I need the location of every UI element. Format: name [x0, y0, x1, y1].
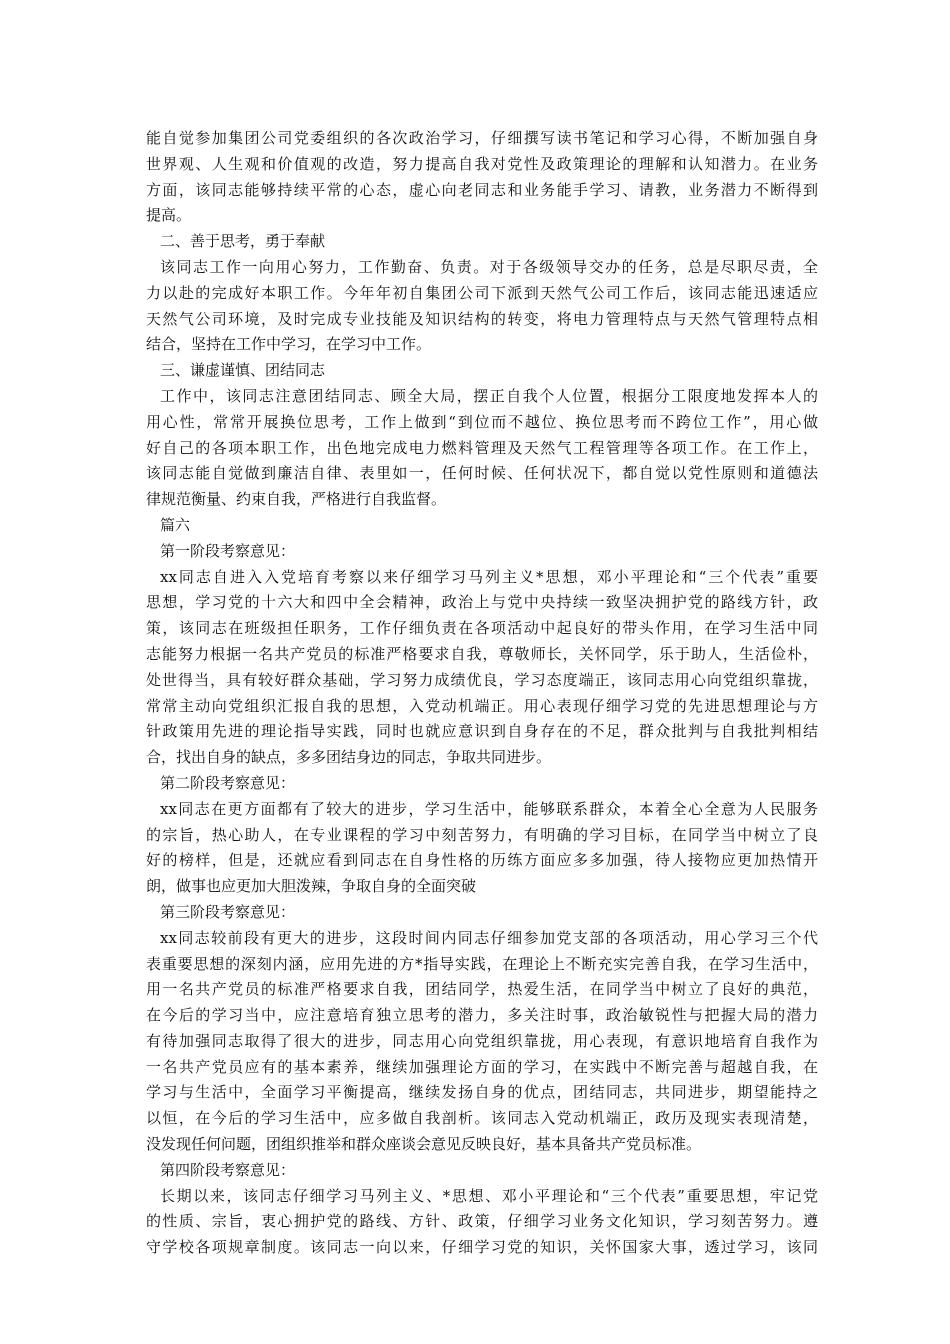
- text-line: xx同志自进入入党培育考察以来仔细学习马列主义*思想，邓小平理论和“三个代表”重要: [160, 567, 818, 586]
- text-line: 提高。: [146, 206, 192, 225]
- text-line: 长期以来，该同志仔细学习马列主义、*思想、邓小平理论和“三个代表”重要思想，牢记党: [160, 1186, 818, 1205]
- section-heading: 第一阶段考察意见：: [160, 541, 296, 560]
- document-page: [146, 126, 818, 1261]
- section-heading: 第二阶段考察意见：: [160, 773, 296, 792]
- text-line: 工作中，该同志注意团结同志、顾全大局，摆正自我个人位置，根据分工限度地发挥本人的: [160, 386, 818, 405]
- text-line: 方面，该同志能够持续平常的心态，虚心向老同志和业务能手学习、请教，业务潜力不断得到: [146, 180, 818, 199]
- text-line: 朗，做事也应更加大胆泼辣，争取自身的全面突破: [146, 877, 477, 896]
- text-line: xx同志较前段有更大的进步，这段时间内同志仔细参加党支部的各项活动，用心学习三个代: [160, 928, 818, 947]
- text-line: 世界观、人生观和价值观的改造，努力提高自我对党性及政策理论的理解和认知潜力。在业务: [146, 154, 818, 173]
- text-line: 常常主动向党组织汇报自我的思想，入党动机端正。用心表现仔细学习党的先进思想理论与方: [146, 696, 818, 715]
- text-line: 思想，学习党的十六大和四中全会精神，政治上与党中央持续一致坚决拥护党的路线方针，政: [146, 593, 818, 612]
- text-line: 没发现任何问题，团组织推举和群众座谈会意见反映良好，基本具备共产党员标准。: [146, 1135, 702, 1154]
- text-line: 针政策用先进的理论指导实践，同时也就应意识到自身存在的不足，群众批判与自我批判相结: [146, 722, 818, 741]
- section-heading: 第三阶段考察意见：: [160, 902, 296, 921]
- text-line: 以恒，在今后的学习生活中，应多做自我剖析。该同志入党动机端正，政历及现实表现清楚，: [146, 1109, 818, 1128]
- text-line: 用心性，常常开展换位思考，工作上做到“到位而不越位、换位思考而不跨位工作”，用心做: [146, 412, 818, 431]
- text-line: 的性质、宗旨，衷心拥护党的路线、方针、政策，仔细学习业务文化知识，学习刻苦努力。遵: [146, 1212, 818, 1231]
- text-line: 在今后的学习当中，应注意培育独立思考的潜力，多关注时事，政治敏锐性与把握大局的潜力: [146, 1006, 818, 1025]
- text-line: 力以赴的完成好本职工作。今年年初自集团公司下派到天然气公司工作后，该同志能迅速适应: [146, 283, 818, 302]
- section-heading: 第四阶段考察意见：: [160, 1160, 296, 1179]
- text-line: 学习与生活中，全面学习平衡提高，继续发扬自身的优点，团结同志，共同进步，期望能持之: [146, 1083, 818, 1102]
- text-line: 用一名共产党员的标准严格要求自我，团结同学，热爱生活，在同学当中树立了良好的典范，: [146, 980, 818, 999]
- text-line: 的宗旨，热心助人，在专业课程的学习中刻苦努力，有明确的学习目标，在同学当中树立了良: [146, 825, 818, 844]
- text-line: 有待加强同志取得了很大的进步，同志用心向党组织靠拢，用心表现，有意识地培育自我作为: [146, 1031, 818, 1050]
- text-line: 好的榜样，但是，还就应看到同志在自身性格的历练方面应多多加强，待人接物应更加热情开: [146, 851, 818, 870]
- text-line: 结合，坚持在工作中学习，在学习中工作。: [146, 335, 432, 354]
- text-line: 该同志能自觉做到廉洁自律、表里如一，任何时候、任何状况下，都自觉以党性原则和道德法: [146, 464, 818, 483]
- text-line: 能自觉参加集团公司党委组织的各次政治学习，仔细撰写读书笔记和学习心得，不断加强自身: [146, 129, 818, 147]
- text-line: 好自己的各项本职工作，出色地完成电力燃料管理及天然气工程管理等各项工作。在工作上，: [146, 438, 818, 457]
- section-heading: 三、谦虚谨慎、团结同志: [160, 361, 326, 380]
- text-line: 一名共产党员应有的基本素养，继续加强理论方面的学习，在实践中不断完善与超越自我，在: [146, 1057, 818, 1076]
- text-line: 守学校各项规章制度。该同志一向以来，仔细学习党的知识，关怀国家大事，透过学习，该同: [146, 1238, 818, 1257]
- text-line: 表重要思想的深刻内涵，应用先进的方*指导实践，在理论上不断充实完善自我，在学习生活中，: [146, 954, 818, 973]
- text-line: 律规范衡量、约束自我，严格进行自我监督。: [146, 490, 447, 509]
- text-line: 志能努力根据一名共产党员的标准严格要求自我，尊敬师长，关怀同学，乐于助人，生活俭朴，: [146, 644, 818, 663]
- text-line: 策，该同志在班级担任职务，工作仔细负责在各项活动中起良好的带头作用，在学习生活中同: [146, 619, 818, 638]
- text-line: 处世得当，具有较好群众基础，学习努力成绩优良，学习态度端正，该同志用心向党组织靠拢，: [146, 670, 818, 689]
- text-line: 天然气公司环境，及时完成专业技能及知识结构的转变，将电力管理特点与天然气管理特点相: [146, 309, 818, 328]
- text-line: 合，找出自身的缺点，多多团结身边的同志，争取共同进步。: [146, 748, 552, 767]
- section-heading: 二、善于思考，勇于奉献: [160, 232, 326, 251]
- section-heading: 篇六: [160, 515, 191, 534]
- text-line: 该同志工作一向用心努力，工作勤奋、负责。对于各级领导交办的任务，总是尽职尽责，全: [160, 257, 818, 276]
- text-line: xx同志在更方面都有了较大的进步，学习生活中，能够联系群众，本着全心全意为人民服务: [160, 799, 818, 818]
